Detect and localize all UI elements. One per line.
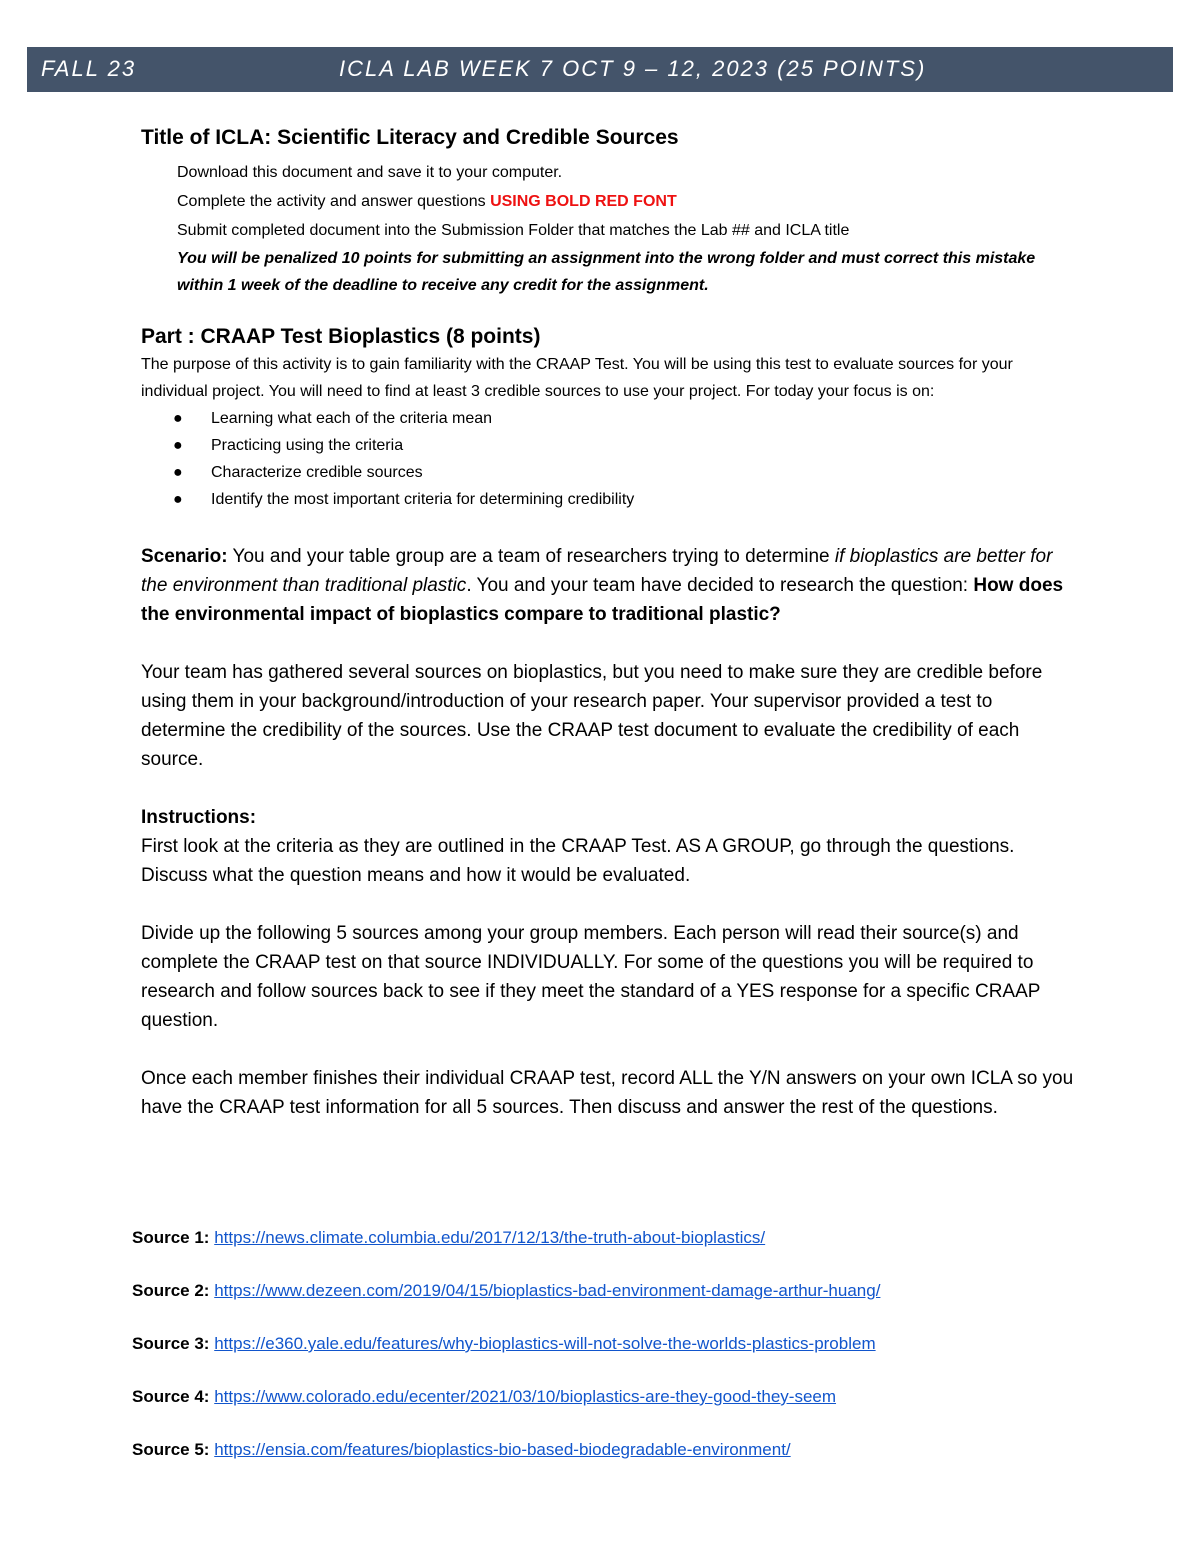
list-item-text: Characterize credible sources xyxy=(211,464,423,481)
header-term: FALL 23 xyxy=(41,56,137,81)
spacer xyxy=(141,629,1076,658)
source-label: Source 5: xyxy=(132,1440,210,1459)
list-item-text: Practicing using the criteria xyxy=(211,437,404,454)
instruction-list xyxy=(141,158,1076,299)
scenario-text-2: . You and your team have decided to research the question: xyxy=(466,575,974,596)
penalty-warning: You will be penalized 10 points for submitting an assignment into the wrong folder and must correct this mistake within 1 week of the deadline to receive any credit for the assignment. xyxy=(177,250,1036,294)
list-item xyxy=(173,405,1076,432)
list-item-text: Identify the most important criteria for determining credibility xyxy=(211,491,635,508)
instruction-submit: Submit completed document into the Submission Folder that matches the Lab ## and ICLA title xyxy=(177,222,850,239)
part-title: Part : CRAAP Test Bioplastics (8 points) xyxy=(141,325,541,348)
source-label: Source 3: xyxy=(132,1334,210,1353)
page-title: Title of ICLA: Scientific Literacy and Credible Sources xyxy=(141,126,679,149)
source-item-5 xyxy=(132,1440,880,1493)
instructions-heading xyxy=(141,803,1076,832)
bullet-icon: ● xyxy=(173,464,183,481)
source-link[interactable]: https://e360.yale.edu/features/why-bioplastics-will-not-solve-the-worlds-plastics-problem xyxy=(214,1334,876,1353)
criteria-list xyxy=(141,405,1076,513)
instruction-download: Download this document and save it to your computer. xyxy=(177,164,563,181)
instruction-complete-text: Complete the activity and answer questions xyxy=(177,193,491,210)
document-body xyxy=(141,126,1076,1122)
list-item xyxy=(173,486,1076,513)
scenario-italic: if bioplastics are better for the environment than traditional plastic xyxy=(141,546,1053,596)
source-label: Source 1: xyxy=(132,1228,210,1247)
source-link[interactable]: https://www.dezeen.com/2019/04/15/bioplastics-bad-environment-damage-arthur-huang/ xyxy=(214,1281,881,1300)
bullet-icon: ● xyxy=(173,437,183,454)
source-list xyxy=(132,1228,880,1493)
spacer xyxy=(141,890,1076,919)
scenario-text-1: You and your table group are a team of researchers trying to determine xyxy=(227,546,835,567)
source-link[interactable]: https://ensia.com/features/bioplastics-bio-based-biodegradable-environment/ xyxy=(214,1440,791,1459)
scenario-label: Scenario: xyxy=(141,546,228,567)
research-question: How does the environmental impact of bioplastics compare to traditional plastic? xyxy=(141,575,1064,625)
source-item-4 xyxy=(132,1387,880,1440)
team-paragraph: Your team has gathered several sources on bioplastics, but you need to make sure they are credible before using them in your background/introduction of your research paper. Your supervisor provided a test to determine the credibility of the sources. Use the CRAAP test document to evaluate the credibility of each source. xyxy=(141,662,1043,770)
instruction-complete xyxy=(177,187,1076,216)
spacer xyxy=(141,1035,1076,1064)
part-intro: The purpose of this activity is to gain familiarity with the CRAAP Test. You will be using this test to evaluate sources for your individual project. You will need to find at least 3 credible sources to use your project. For today your focus is on: xyxy=(141,356,1013,400)
source-label: Source 2: xyxy=(132,1281,210,1300)
scenario-paragraph xyxy=(141,542,1076,629)
source-link[interactable]: https://www.colorado.edu/ecenter/2021/03/10/bioplastics-are-they-good-they-seem xyxy=(214,1387,837,1406)
spacer xyxy=(141,513,1076,542)
source-item-3 xyxy=(132,1334,880,1387)
spacer xyxy=(141,774,1076,803)
header-title: ICLA LAB WEEK 7 OCT 9 – 12, 2023 (25 POINTS) xyxy=(339,56,927,81)
red-font-note: USING BOLD RED FONT xyxy=(490,193,677,210)
bullet-icon: ● xyxy=(173,491,183,508)
source-item-2 xyxy=(132,1281,880,1334)
source-item-1 xyxy=(132,1228,880,1281)
bullet-icon: ● xyxy=(173,410,183,427)
instructions-paragraph-2: Divide up the following 5 sources among your group members. Each person will read their source(s) and complete the CRAAP test on that source INDIVIDUALLY. For some of the questions you will be required to research and follow sources back to see if they meet the standard of a YES response for a specific CRAAP question. xyxy=(141,923,1041,1031)
list-item xyxy=(173,432,1076,459)
instructions-paragraph-1: First look at the criteria as they are outlined in the CRAAP Test. AS A GROUP, go through the questions. Discuss what the question means and how it would be evaluated. xyxy=(141,836,1015,886)
instructions-paragraph-3: Once each member finishes their individual CRAAP test, record ALL the Y/N answers on your own ICLA so you have the CRAAP test information for all 5 sources. Then discuss and answer the rest of the questions. xyxy=(141,1068,1074,1118)
instructions-heading-text: Instructions: xyxy=(141,807,257,828)
header-bar xyxy=(27,47,1173,92)
list-item-text: Learning what each of the criteria mean xyxy=(211,410,493,427)
source-label: Source 4: xyxy=(132,1387,210,1406)
list-item xyxy=(173,459,1076,486)
source-link[interactable]: https://news.climate.columbia.edu/2017/12/13/the-truth-about-bioplastics/ xyxy=(214,1228,766,1247)
